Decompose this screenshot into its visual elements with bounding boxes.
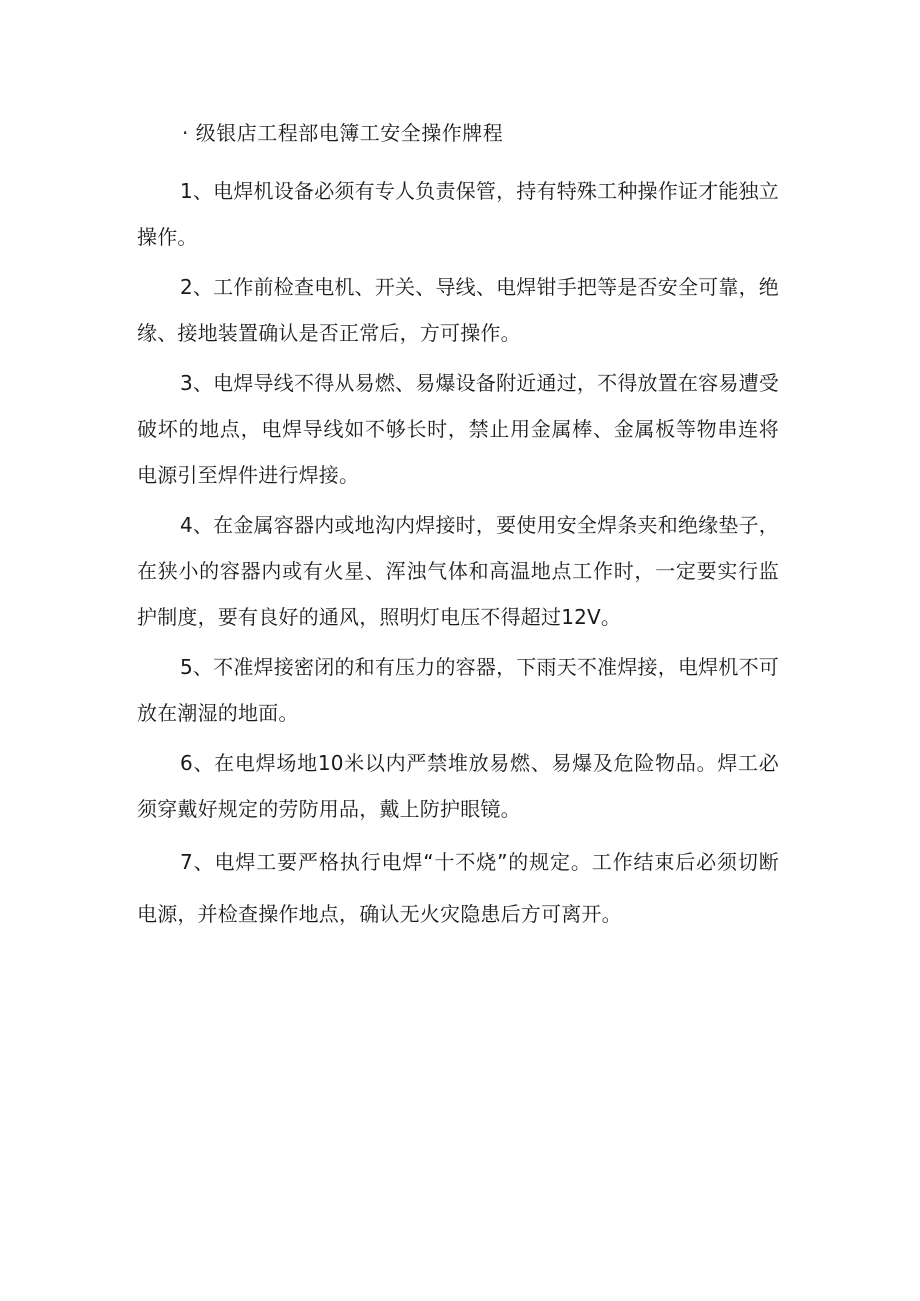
- paragraph-3: 3、电焊导线不得从易燃、易爆设备附近通过，不得放置在容易遭受破坏的地点，电焊导线如不够长时，禁止用金属棒、金属板等物串连将电源引至焊件进行焊接。: [137, 371, 779, 487]
- document-body: [137, 168, 779, 944]
- document-title: · 级银店工程部电簿工安全操作牌程: [182, 121, 504, 145]
- paragraph-6: 6、在电焊场地10米以内严禁堆放易燃、易爆及危险物品。焊工必须穿戴好规定的劳防用品，戴上防护眼镜。: [137, 751, 779, 821]
- paragraph-5: 5、不准焊接密闭的和有压力的容器，下雨天不准焊接，电焊机不可放在潮湿的地面。: [137, 655, 779, 725]
- paragraph-1: 1、电焊机设备必须有专人负责保管，持有特殊工种操作证才能独立操作。: [137, 179, 779, 249]
- paragraph-4: 4、在金属容器内或地沟内焊接时，要使用安全焊条夹和绝缘垫子，在狭小的容器内或有火星、浑浊气体和高温地点工作时，一定要实行监护制度，要有良好的通风，照明灯电压不得超过12V。: [137, 513, 779, 629]
- paragraph-7: 7、电焊工要严格执行电焊“十不烧”的规定。工作结束后必须切断电源，并检查操作地点，确认无火灾隐患后方可离开。: [137, 850, 779, 926]
- paragraph-2: 2、工作前检查电机、开关、导线、电焊钳手把等是否安全可靠，绝缘、接地装置确认是否正常后，方可操作。: [137, 275, 779, 345]
